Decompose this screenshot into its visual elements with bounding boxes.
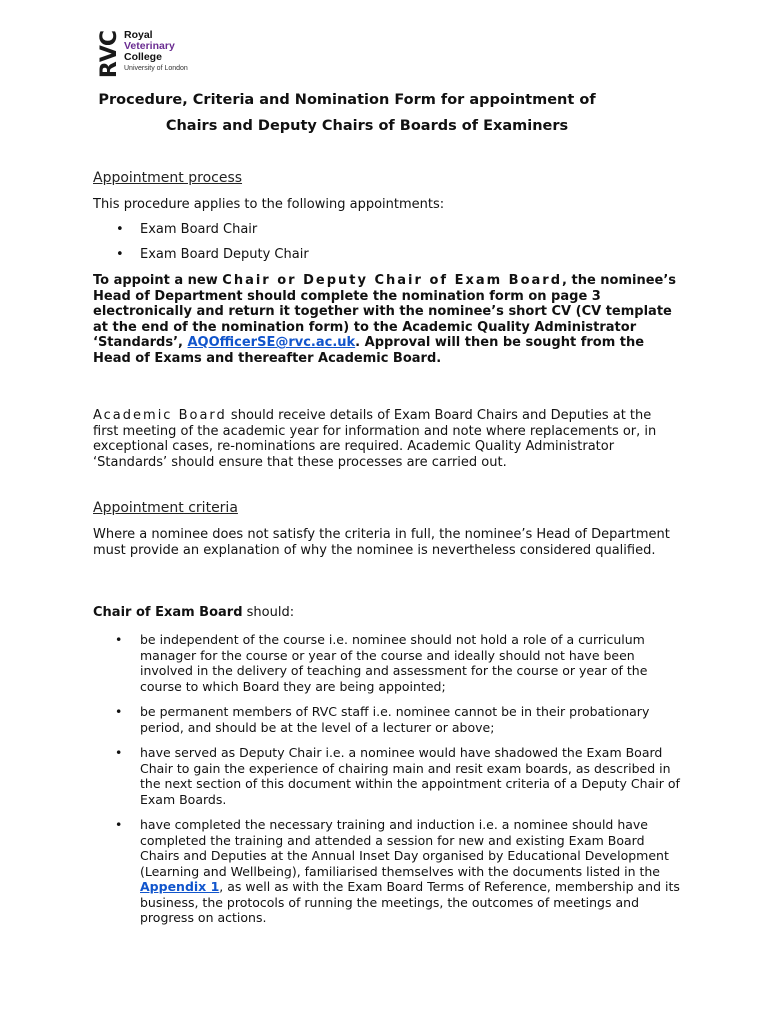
academic-board-paragraph: Academic Board should receive details of Exam Board Chairs and Deputies at the first meeting of the academic year for information and note where replacements or, in exceptional cases, re-nominations are required. Academic Quality Administrator ‘Standards’ should ensure that these processes are carried out. xyxy=(93,408,657,470)
rvc-logo-mark xyxy=(96,24,123,79)
rvc-mark-text: RVC xyxy=(97,30,123,79)
list-item-text: Exam Board Deputy Chair xyxy=(140,247,309,262)
appointment-process-heading: Appointment process xyxy=(93,170,243,186)
appendix-link[interactable]: Appendix 1 xyxy=(140,879,220,894)
list-item: • Exam Board Chair xyxy=(116,222,258,237)
logo-line-college: College xyxy=(124,51,162,63)
rvc-logo xyxy=(96,20,216,79)
document-title-line2: Chairs and Deputy Chairs of Boards of Examiners xyxy=(165,118,569,134)
logo-line-veterinary: Veterinary xyxy=(124,40,175,52)
process-intro: This procedure applies to the following appointments: xyxy=(93,197,445,212)
chair-heading: Chair of Exam Board should: xyxy=(93,605,295,620)
list-item: • be independent of the course i.e. nominee should not hold a role of a curriculum manager for the course or year of the course and ideally should not have been involved in the delivery of teaching and assessment for the course or year of the course to which Board they are being appointed; xyxy=(115,632,648,694)
list-item: • have completed the necessary training and induction i.e. a nominee should have completed the training and attended a session for new and existing Exam Board Chairs and Deputies at the Annual Inset Day organised by Educational Development (Learning and Wellbeing), familiarised themselves with the documents listed in the Appendix 1, as well as with the Exam Board Terms of Reference, membership and its business, the protocols of running the meetings, the outcomes of meetings and progress on actions. xyxy=(115,817,680,925)
list-item: • Exam Board Deputy Chair xyxy=(116,247,309,262)
list-item: • be permanent members of RVC staff i.e. nominee cannot be in their probationary period, and should be at the level of a lecturer or above; xyxy=(115,704,650,735)
list-item: • have served as Deputy Chair i.e. a nominee would have shadowed the Exam Board Chair to gain the experience of chairing main and resit exam boards, as described in the next section of this document within the appointment criteria of a Deputy Chair of Exam Boards. xyxy=(115,745,680,807)
logo-line-university: University of London xyxy=(124,65,188,72)
appointment-criteria-heading: Appointment criteria xyxy=(93,500,238,516)
document-title-line1: Procedure, Criteria and Nomination Form for appointment of xyxy=(98,92,596,108)
list-item-text: Exam Board Chair xyxy=(140,222,258,237)
chair-criteria-list xyxy=(93,632,683,936)
email-link[interactable]: AQOfficerSE@rvc.ac.uk xyxy=(187,335,356,350)
criteria-intro: Where a nominee does not satisfy the criteria in full, the nominee’s Head of Department must provide an explanation of why the nominee is nevertheless considered qualified. xyxy=(93,527,670,558)
logo-line-royal: Royal xyxy=(124,29,153,41)
nomination-instructions: To appoint a new Chair or Deputy Chair of Exam Board, the nominee’s Head of Department should complete the nomination form on page 3 electronically and return it together with the nominee’s short CV (CV template at the end of the nomination form) to the Academic Quality Administrator ‘Standards’, AQOfficerSE@rvc.ac.uk. Approval will then be sought from the Head of Exams and thereafter Academic Board. xyxy=(93,273,677,366)
